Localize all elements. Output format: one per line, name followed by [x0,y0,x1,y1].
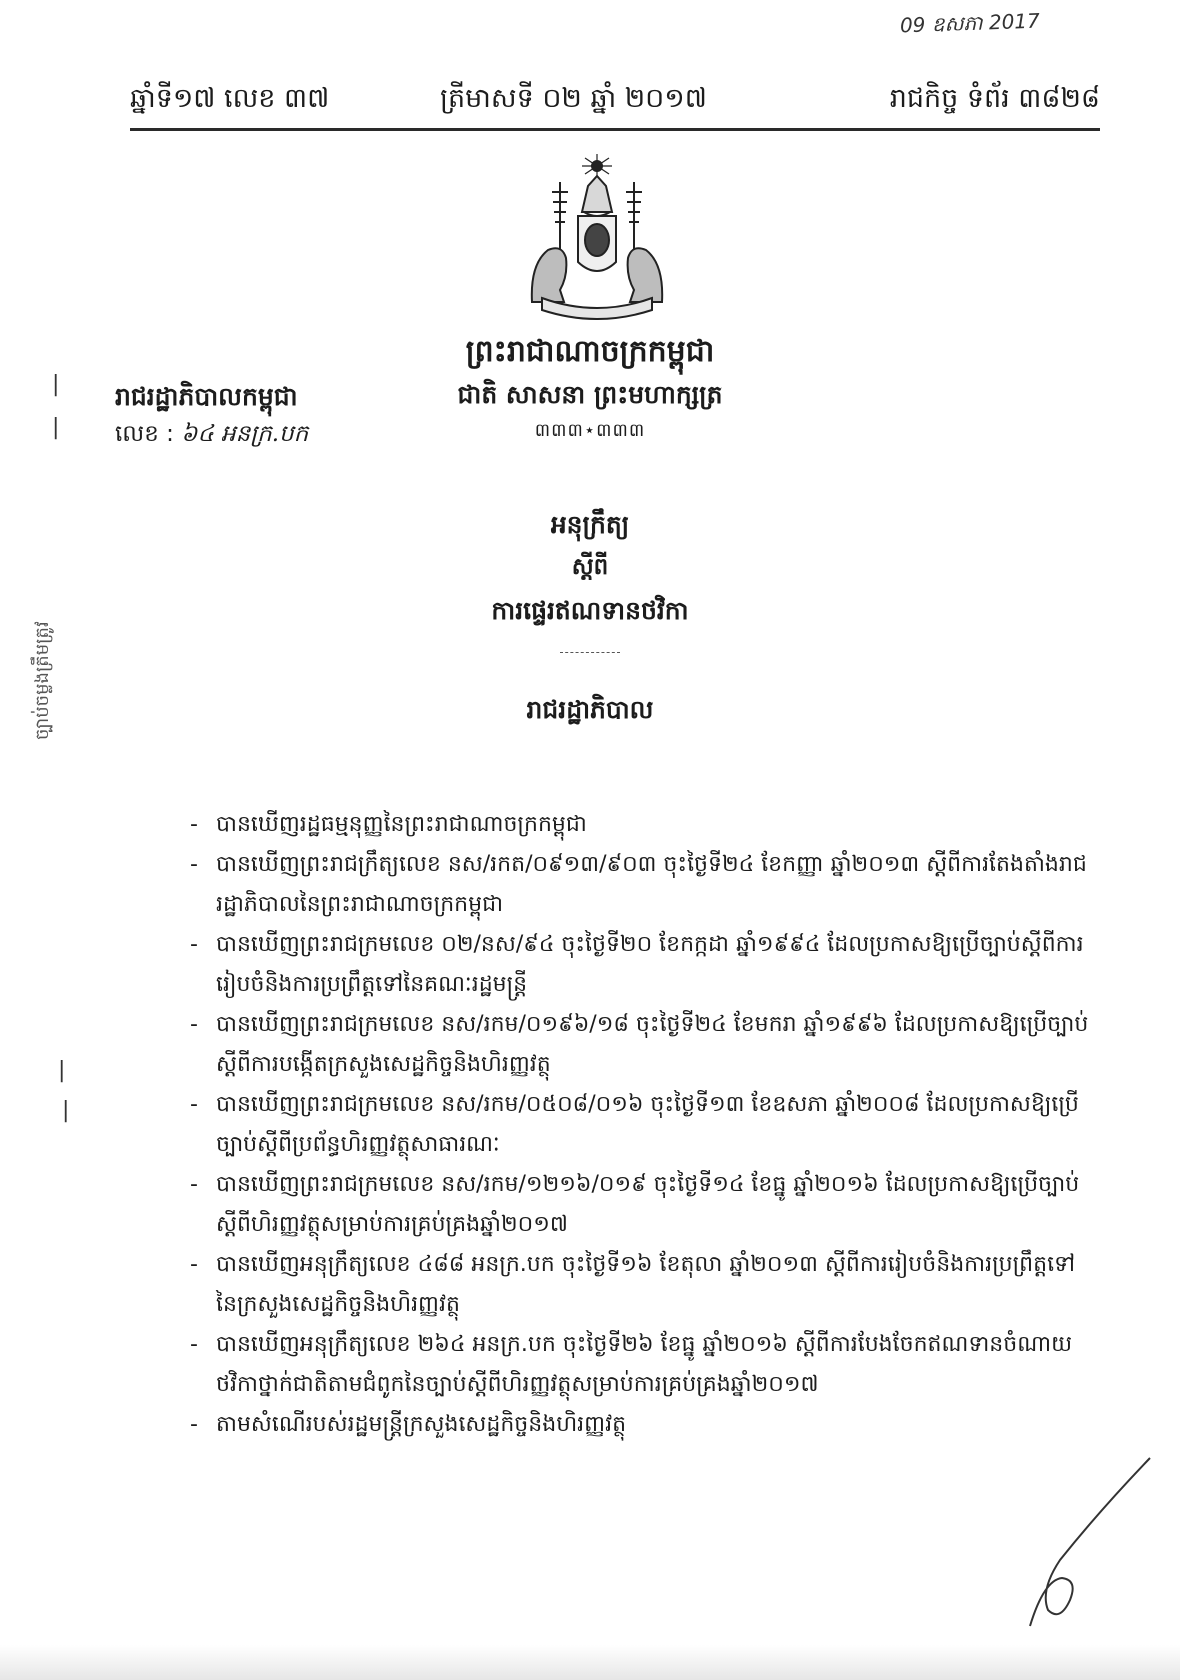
preamble-clause: - តាមសំណើរបស់រដ្ឋមន្ត្រីក្រសួងសេដ្ឋកិច្ចនិងហិរញ្ញវត្ថុ [190,1405,1095,1445]
gazette-header [130,82,1100,122]
national-motto: ជាតិ សាសនា ព្រះមហាក្សត្រ [457,380,723,409]
preamble-clause: - បានឃើញអនុក្រឹត្យលេខ ២៦៤ អនក្រ.បក ចុះថ្ងៃទី២៦ ខែធ្នូ ឆ្នាំ២០១៦ ស្តីពីការបែងចែកឥណទានចំណាយថវិកាថ្នាក់ជាតិតាមជំពូកនៃច្បាប់ស្តីពីហិរញ្ញវត្ថុសម្រាប់ការគ្រប់គ្រងឆ្នាំ២០១៧ [190,1325,1095,1405]
gazette-quarter: ត្រីមាសទី ០២ ឆ្នាំ ២០១៧ [440,83,707,114]
header-rule [130,128,1100,131]
document-number-label: លេខ : [115,421,174,447]
preamble-clause: - បានឃើញព្រះរាជក្រមលេខ ០២/នស/៩៤ ចុះថ្ងៃទី២០ ខែកក្កដា ឆ្នាំ១៩៩៤ ដែលប្រកាសឱ្យប្រើច្បាប់ស្តីពីការរៀបចំនិងការប្រព្រឹត្តទៅនៃគណៈរដ្ឋមន្ត្រី [190,925,1095,1005]
handwritten-date: 09 ឧសភា 2017 [899,8,1041,38]
margin-mark: | [62,1098,70,1123]
royal-emblem-icon [522,152,672,320]
government-heading: រាជរដ្ឋាភិបាល [526,695,654,724]
preamble-clause: - បានឃើញព្រះរាជក្រឹត្យលេខ នស/រកត/០៩១៣/៩០៣ ចុះថ្ងៃទី២៤ ខែកញ្ញា ឆ្នាំ២០១៣ ស្តីពីការតែងតាំងរាជរដ្ឋាភិបាលនៃព្រះរាជាណាចក្រកម្ពុជា [190,845,1095,925]
gazette-year-issue: ឆ្នាំទី១៧ លេខ ៣៧ [130,83,330,114]
preamble-clause: - បានឃើញរដ្ឋធម្មនុញ្ញនៃព្រះរាជាណាចក្រកម្ពុជា [190,805,1095,845]
preamble-clauses [190,805,1095,1445]
signature-mark [1000,1450,1160,1630]
issuing-authority: រាជរដ្ឋាភិបាលកម្ពុជា [115,382,298,411]
side-stamp [30,621,90,760]
motto-ornament: ៣៣៣⋆៣៣៣ [534,420,646,441]
document-number [115,420,308,453]
about-label: ស្តីពី [571,554,609,580]
document-subject: ការផ្ទេរឥណទានថវិកា [491,596,689,625]
gazette-page: រាជកិច្ច ទំព័រ ៣៨២៨ [889,83,1100,114]
margin-mark: | [58,1058,66,1083]
scan-edge [0,1645,1180,1680]
divider [560,652,620,653]
preamble-clause: - បានឃើញអនុក្រឹត្យលេខ ៤៨៨ អនក្រ.បក ចុះថ្ងៃទី១៦ ខែតុលា ឆ្នាំ២០១៣ ស្តីពីការរៀបចំនិងការប្រព្រឹត្តទៅនៃក្រសួងសេដ្ឋកិច្ចនិងហិរញ្ញវត្ថុ [190,1245,1095,1325]
margin-mark: | [52,372,60,397]
margin-mark: | [52,415,60,440]
side-stamp-text: ច្បាប់ចម្លងត្រឹមត្រូវ [32,621,53,740]
preamble-clause: - បានឃើញព្រះរាជក្រមលេខ នស/រកម/១២១៦/០១៩ ចុះថ្ងៃទី១៤ ខែធ្នូ ឆ្នាំ២០១៦ ដែលប្រកាសឱ្យប្រើច្បាប់ស្តីពីហិរញ្ញវត្ថុសម្រាប់ការគ្រប់គ្រងឆ្នាំ២០១៧ [190,1165,1095,1245]
document-type: អនុក្រឹត្យ [550,510,630,539]
document-number-value: ៦៤ អនក្រ.បក [181,421,309,447]
preamble-clause: - បានឃើញព្រះរាជក្រមលេខ នស/រកម/០៥០៨/០១៦ ចុះថ្ងៃទី១៣ ខែឧសភា ឆ្នាំ២០០៨ ដែលប្រកាសឱ្យប្រើច្បាប់ស្តីពីប្រព័ន្ធហិរញ្ញវត្ថុសាធារណៈ [190,1085,1095,1165]
kingdom-title: ព្រះរាជាណាចក្រកម្ពុជា [465,334,715,369]
preamble-clause: - បានឃើញព្រះរាជក្រមលេខ នស/រកម/០១៩៦/១៨ ចុះថ្ងៃទី២៤ ខែមករា ឆ្នាំ១៩៩៦ ដែលប្រកាសឱ្យប្រើច្បាប់ស្តីពីការបង្កើតក្រសួងសេដ្ឋកិច្ចនិងហិរញ្ញវត្ថុ [190,1005,1095,1085]
